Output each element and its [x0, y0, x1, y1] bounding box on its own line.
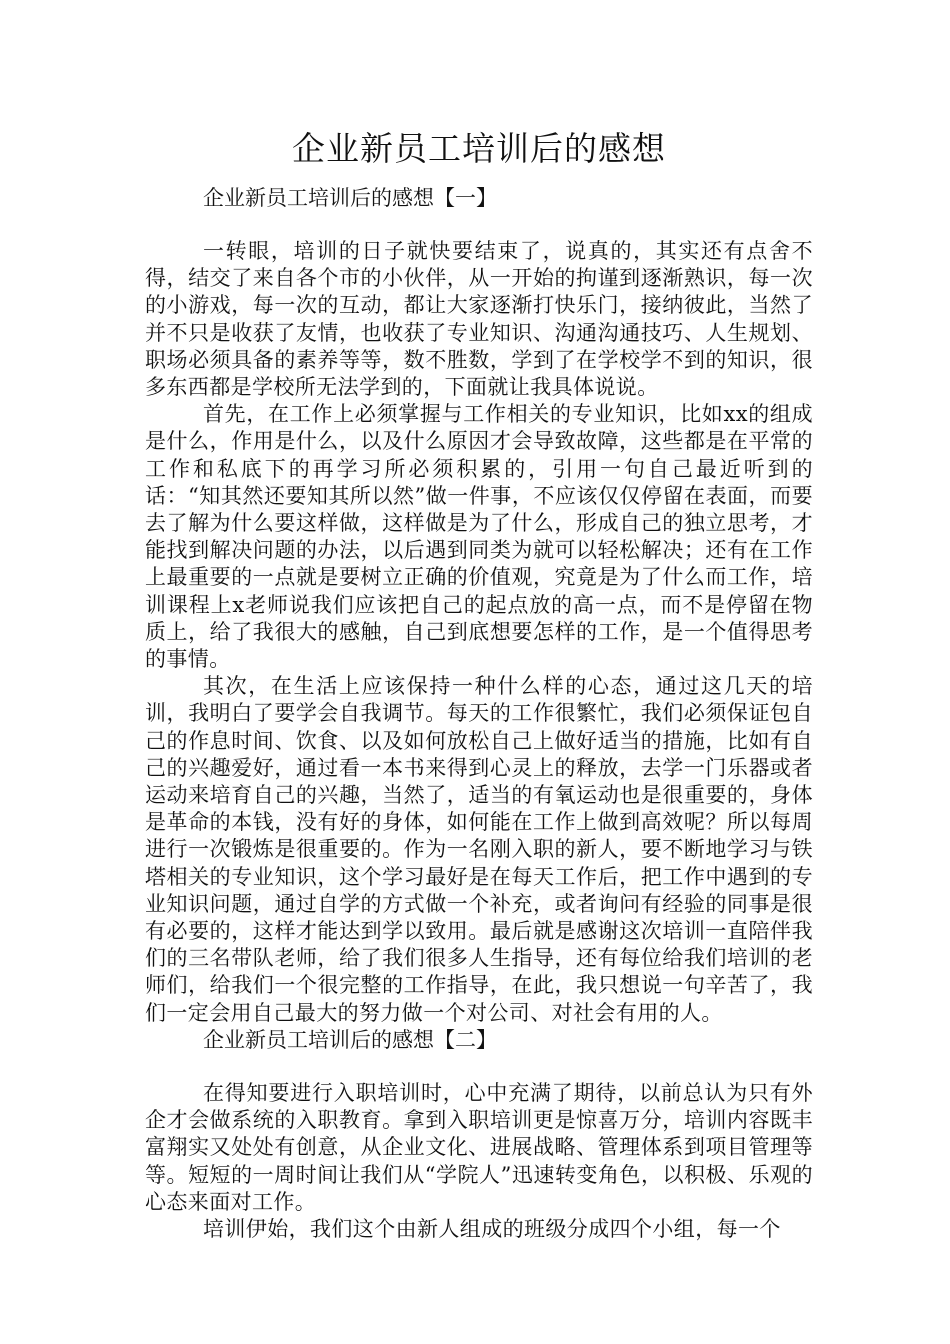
paragraph-2-1: 在得知要进行入职培训时，心中充满了期待，以前总认为只有外企才会做系统的入职教育。拿到入职培训更是惊喜万分，培训内容既丰富翔实又处处有创意，从企业文化、进展战略、管理体系到项目管理等等。短短的一周时间让我们从“学院人”迅速转变角色，以积极、乐观的心态来面对工作。	[145, 1080, 813, 1214]
paragraph-1-1: 一转眼，培训的日子就快要结束了，说真的，其实还有点舍不得，结交了来自各个市的小伙伴，从一开始的拘谨到逐渐熟识，每一次的小游戏，每一次的互动，都让大家逐渐打快乐门，接纳彼此，当然了并不只是收获了友情，也收获了专业知识、沟通沟通技巧、人生规划、职场必须具备的素养等等，数不胜数，学到了在学校学不到的知识，很多东西都是学校所无法学到的，下面就让我具体说说。	[145, 239, 813, 400]
section-heading-1: 企业新员工培训后的感想【一】	[203, 186, 497, 210]
document-title: 企业新员工培训后的感想	[292, 129, 666, 168]
paragraph-1-3: 其次，在生活上应该保持一种什么样的心态，通过这几天的培训，我明白了要学会自我调节。每天的工作很繁忙，我们必须保证包自己的作息时间、饮食、以及如何放松自己上做好适当的措施，比如有自己的兴趣爱好，通过看一本书来得到心灵上的释放，去学一门乐器或者运动来培育自己的兴趣，当然了，适当的有氧运动也是很重要的，身体是革命的本钱，没有好的身体，如何能在工作上做到高效呢？所以每周进行一次锻炼是很重要的。作为一名刚入职的新人，要不断地学习与铁塔相关的专业知识，这个学习最好是在每天工作后，把工作中遇到的专业知识问题，通过自学的方式做一个补充，或者询问有经验的同事是很有必要的，这样才能达到学以致用。最后就是感谢这次培训一直陪伴我们的三名带队老师，给了我们很多人生指导，还有每位给我们培训的老师们，给我们一个很完整的工作指导，在此，我只想说一句辛苦了，我们一定会用自己最大的努力做一个对公司、对社会有用的人。	[145, 674, 813, 1025]
paragraph-1-2: 首先，在工作上必须掌握与工作相关的专业知识，比如xx的组成是什么，作用是什么，以及什么原因才会导致故障，这些都是在平常的工作和私底下的再学习所必须积累的，引用一句自己最近听到的话：“知其然还要知其所以然”做一件事，不应该仅仅停留在表面，而要去了解为什么要这样做，这样做是为了什么，形成自己的独立思考，才能找到解决问题的办法，以后遇到同类为就可以轻松解决；还有在工作上最重要的一点就是要树立正确的价值观，究竟是为了什么而工作，培训课程上x老师说我们应该把自己的起点放的高一点，而不是停留在物质上，给了我很大的感触，自己到底想要怎样的工作，是一个值得思考的事情。	[145, 402, 813, 672]
document-page	[145, 125, 813, 1243]
paragraph-2-2: 培训伊始，我们这个由新人组成的班级分成四个小组，每一个	[203, 1216, 781, 1241]
section-heading-2: 企业新员工培训后的感想【二】	[203, 1027, 497, 1052]
